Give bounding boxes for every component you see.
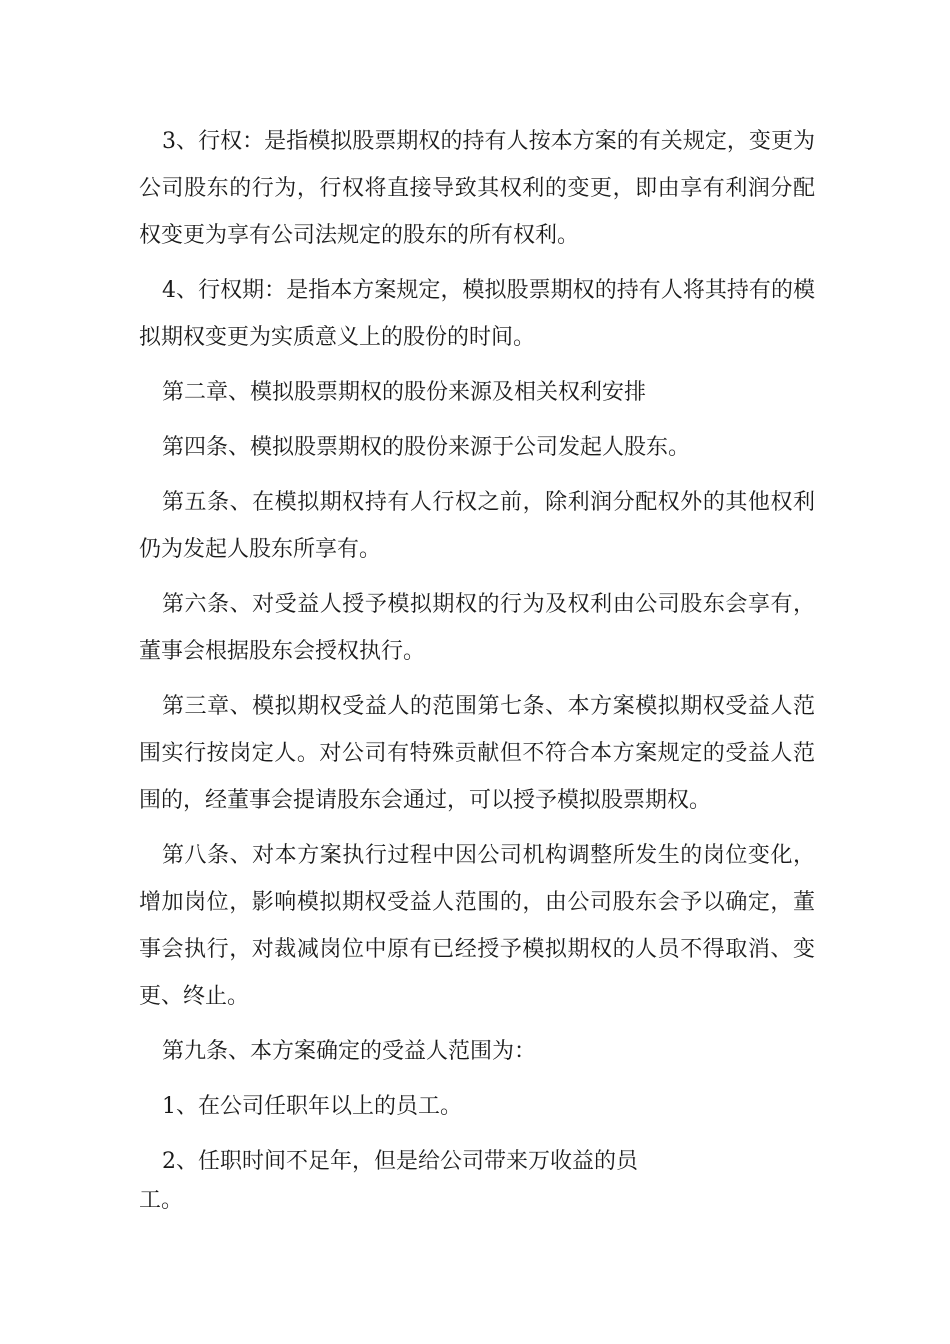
chapter-two-heading: 第二章、模拟股票期权的股份来源及相关权利安排 [162,380,647,405]
paragraph-exercise-definition: 3、行权：是指模拟股票期权的持有人按本方案的有关规定，变更为公司股东的行为，行权将直接导致其权利的变更，即由享有利润分配权变更为享有公司法规定的股东的所有权利。 [139,129,815,248]
article-four: 第四条、模拟股票期权的股份来源于公司发起人股东。 [162,435,691,460]
article-nine: 第九条、本方案确定的受益人范围为： [162,1039,537,1064]
list-item-2-continuation: 工。 [139,1188,184,1213]
list-item-2: 2、任职时间不足年，但是给公司带来万收益的员 [162,1149,638,1174]
chapter-three-article-seven: 第三章、模拟期权受益人的范围第七条、本方案模拟期权受益人范围实行按岗定人。对公司有特殊贡献但不符合本方案规定的受益人范围的，经董事会提请股东会通过，可以授予模拟股票期权。 [139,694,815,813]
article-five: 第五条、在模拟期权持有人行权之前，除利润分配权外的其他权利仍为发起人股东所享有。 [139,490,815,562]
list-item-1: 1、在公司任职年以上的员工。 [162,1094,462,1119]
document-body [139,118,815,1232]
article-eight: 第八条、对本方案执行过程中因公司机构调整所发生的岗位变化，增加岗位，影响模拟期权受益人范围的，由公司股东会予以确定，董事会执行，对裁减岗位中原有已经授予模拟期权的人员不得取消、变更、终止。 [139,843,815,1009]
article-six: 第六条、对受益人授予模拟期权的行为及权利由公司股东会享有，董事会根据股东会授权执行。 [139,592,815,664]
paragraph-exercise-period-definition: 4、行权期：是指本方案规定，模拟股票期权的持有人将其持有的模拟期权变更为实质意义上的股份的时间。 [139,278,815,350]
